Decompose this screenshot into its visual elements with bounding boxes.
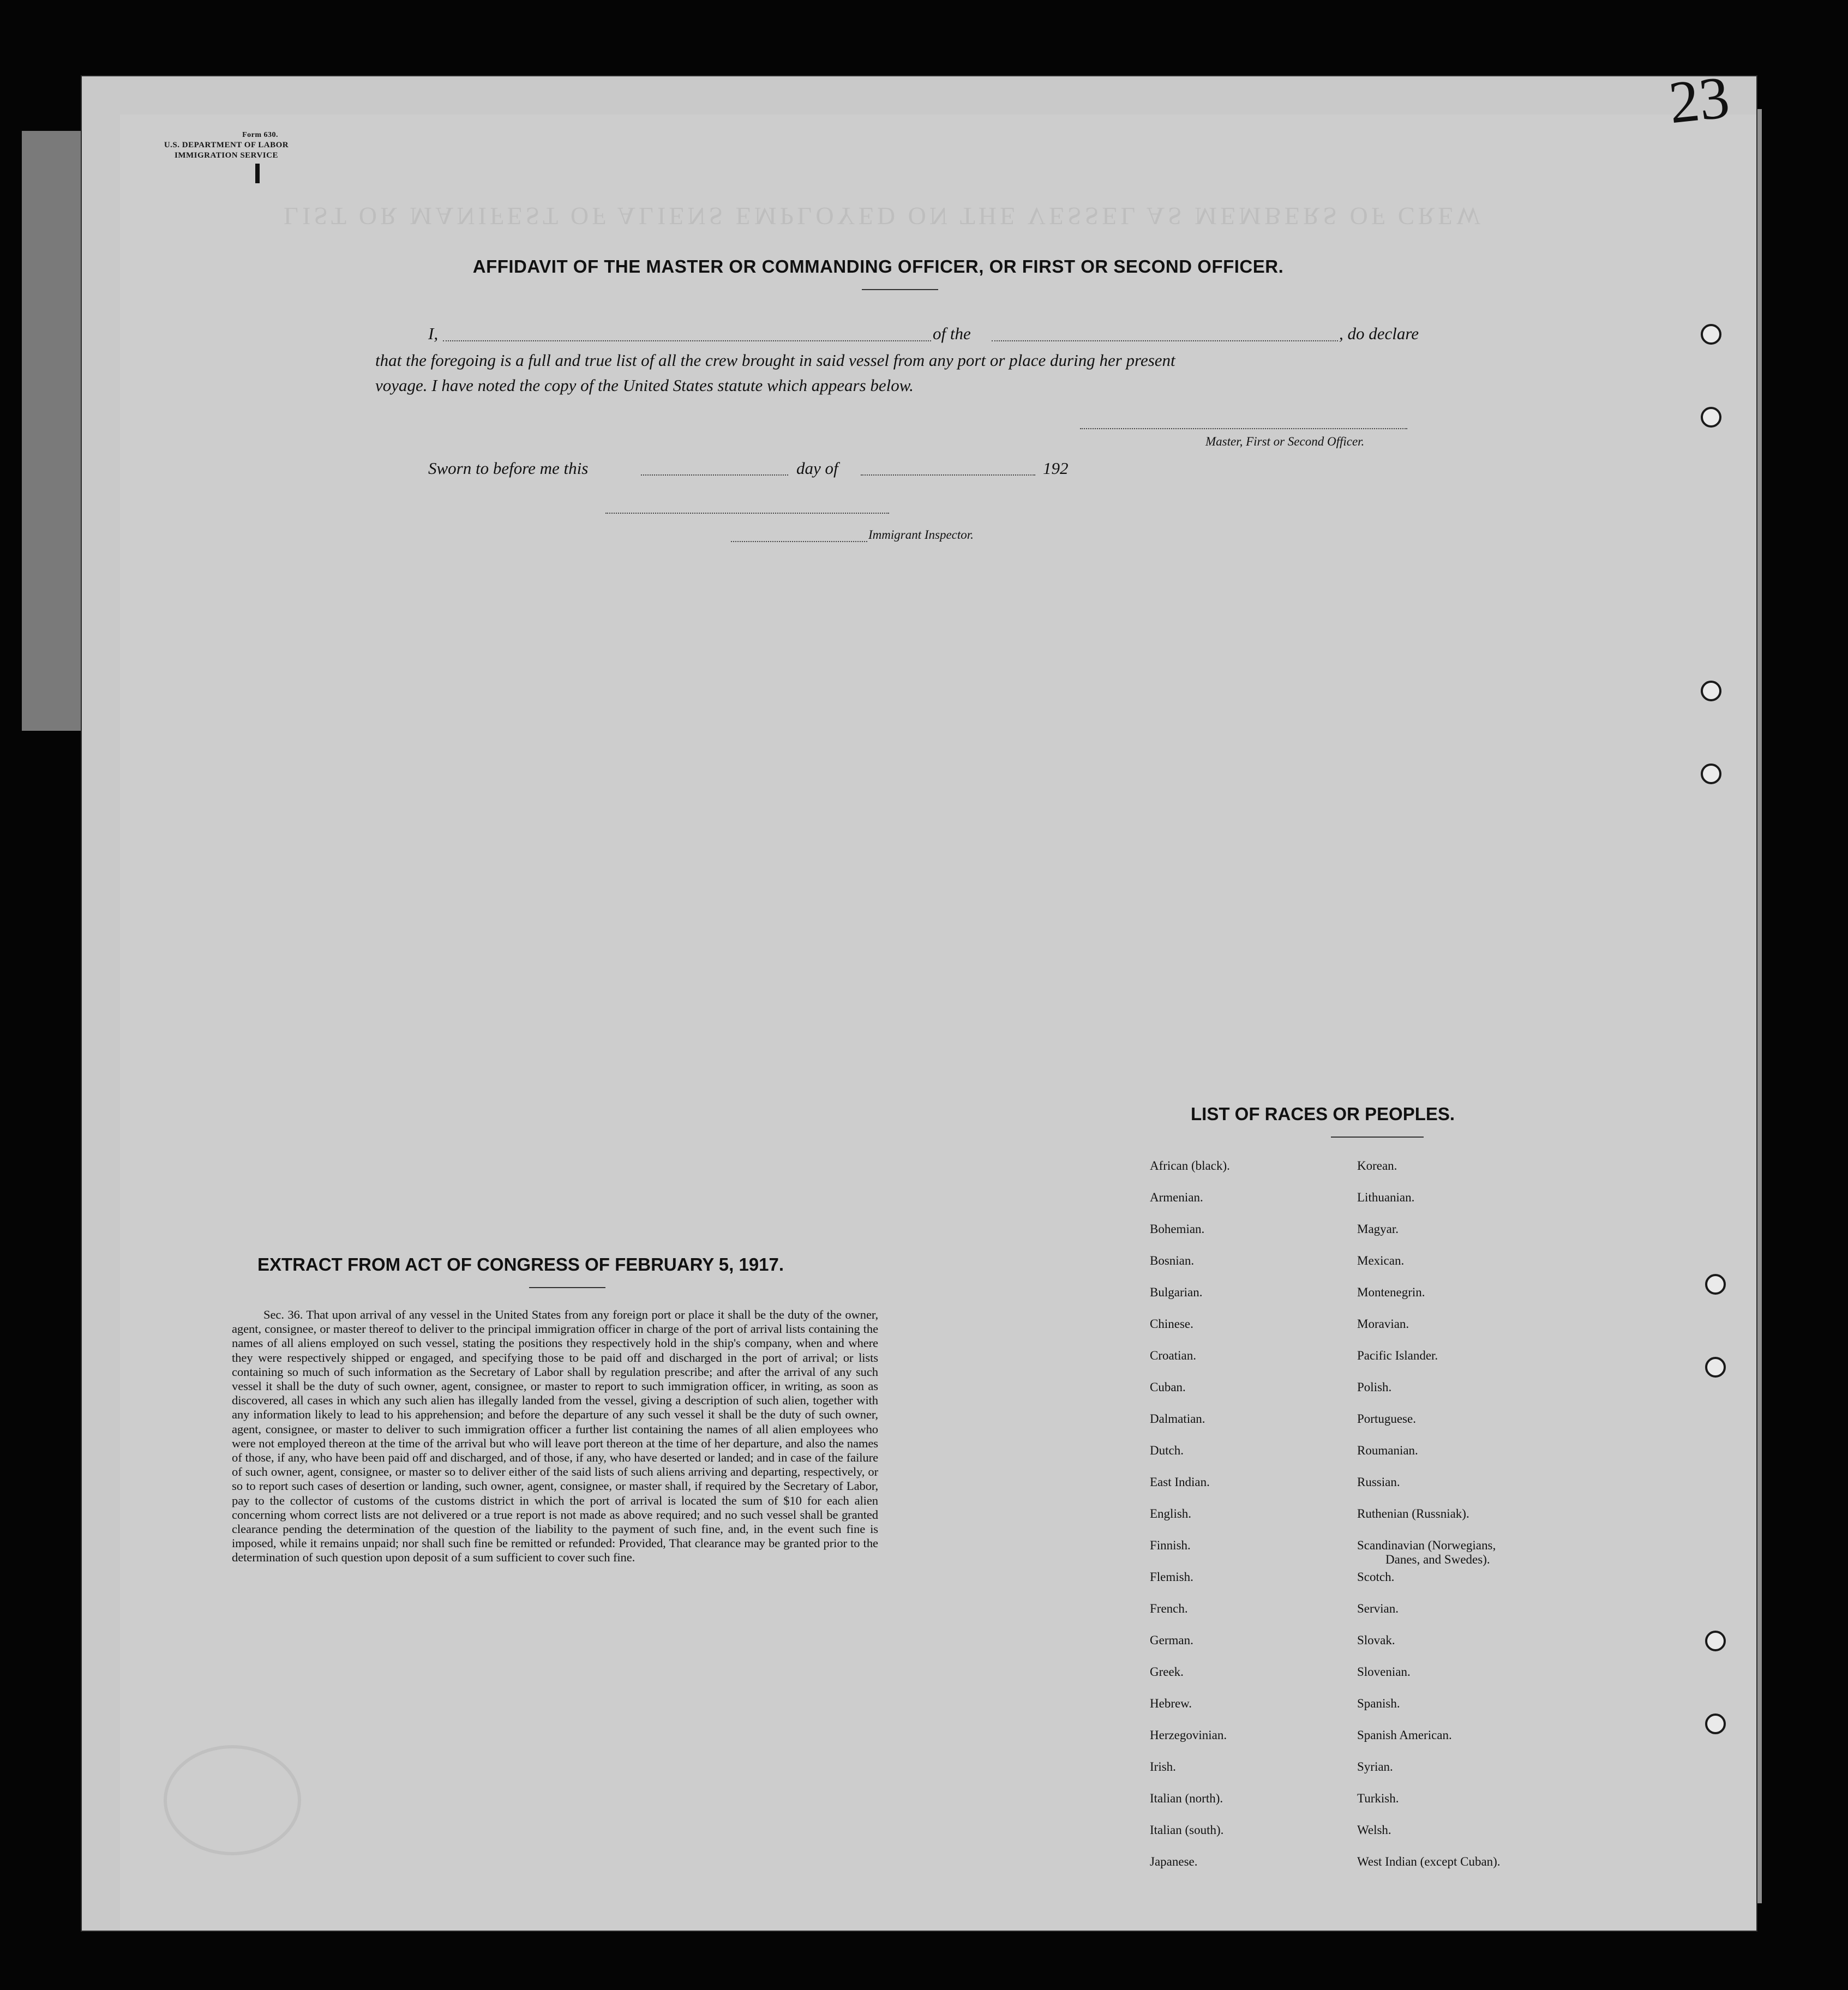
service-name: IMMIGRATION SERVICE <box>175 151 278 160</box>
sworn-day-of: day of <box>796 459 838 478</box>
race-item: Russian. <box>1357 1475 1400 1489</box>
race-item: Scotch. <box>1357 1570 1395 1584</box>
race-item: English. <box>1150 1507 1192 1520</box>
title-underline <box>862 289 938 290</box>
sworn-year: 192 <box>1043 459 1069 478</box>
race-item: Slovenian. <box>1357 1665 1411 1679</box>
race-item: Pacific Islander. <box>1357 1349 1438 1362</box>
inspector-label: Immigrant Inspector. <box>868 528 974 542</box>
binder-hole <box>1705 1714 1726 1734</box>
race-item: Cuban. <box>1150 1380 1186 1394</box>
race-item: Japanese. <box>1150 1855 1198 1868</box>
race-item: Portuguese. <box>1357 1412 1416 1426</box>
name-blank[interactable] <box>443 340 931 341</box>
statute-text: Sec. 36. That upon arrival of any vessel in the United States from any foreign port or place it shall be the duty of the owner, agent, consignee, or master thereof to deliver to the principal immigration officer in charge of the port of arrival lists containing the names of all aliens employed on such vessel, stating the positions they respectively hold in the ship's company, when and where they were respectively shipped or engaged, and specifying those to be paid off and discharged in the port of arrival; or lists containing so much of such information as the Secretary of Labor shall by regulation prescribe; and after the arrival of any such vessel it shall be the duty of such owner, agent, consignee, or master to report to such immigration officer, in writing, as soon as discovered, all cases in which any such alien has illegally landed from the vessel, giving a description of such alien, together with any information likely to lead to his apprehension; and before the departure of any such vessel it shall be the duty of such owner, agent, consignee, or master to deliver to such immigration officer a further list containing the names of all alien employees who were not employed thereon at the time of the arrival but who will leave port thereon at the time of her departure, and also the names of those, if any, who have been paid off and discharged, and of those, if any, who have deserted or landed; and in case of the failure of such owner, agent, consignee, or master so to deliver either of the said lists of such aliens arriving and departing, respectively, or so to report such cases of desertion or landing, such owner, agent, consignee, or master shall, if required by the Secretary of Labor, pay to the collector of customs of the customs district in which the port of arrival is located the sum of $10 for each alien concerning whom correct lists are not delivered or a true report is not made as above required; and no such vessel shall be granted clearance pending the determination of the question of the liability to the payment of such fine, and, in the event such fine is imposed, while it remains unpaid; nor shall such fine be remitted or refunded: Provided, That clearance may be granted prior to the determination of such question upon deposit of a sum sufficient to cover such fine. <box>232 1308 878 1565</box>
race-item: Finnish. <box>1150 1538 1191 1552</box>
binder-hole <box>1705 1274 1726 1295</box>
race-item: Servian. <box>1357 1602 1399 1615</box>
race-item: Moravian. <box>1357 1317 1409 1331</box>
race-item: Korean. <box>1357 1159 1397 1173</box>
race-item: Armenian. <box>1150 1191 1203 1204</box>
extract-title: EXTRACT FROM ACT OF CONGRESS OF FEBRUARY 5, 1917. <box>257 1254 784 1274</box>
race-item: Slovak. <box>1357 1633 1395 1647</box>
declaration-start: I, <box>428 324 439 343</box>
race-item: Dalmatian. <box>1150 1412 1205 1426</box>
race-item: Italian (south). <box>1150 1823 1224 1837</box>
race-item: Herzegovinian. <box>1150 1728 1227 1742</box>
declaration-line-3: voyage. I have noted the copy of the United States statute which appears below. <box>375 376 914 395</box>
race-item: Polish. <box>1357 1380 1392 1394</box>
race-item: Flemish. <box>1150 1570 1193 1584</box>
race-item: African (black). <box>1150 1159 1230 1173</box>
race-item: Syrian. <box>1357 1760 1393 1773</box>
race-item: Ruthenian (Russniak). <box>1357 1507 1469 1520</box>
races-title-underline <box>1331 1137 1424 1138</box>
inspector-name-blank[interactable] <box>731 541 867 542</box>
inspector-signature-blank[interactable] <box>605 513 889 514</box>
race-item: Magyar. <box>1357 1222 1399 1236</box>
bleed-through-heading: LIST OR MANIFEST OF ALIENS EMPLOYED ON THE VESSEL AS MEMBERS OF CREW <box>284 202 1484 230</box>
race-item: Scandinavian (Norwegians, <box>1357 1538 1496 1552</box>
binder-hole <box>1701 324 1721 345</box>
race-item: Lithuanian. <box>1357 1191 1415 1204</box>
race-item: French. <box>1150 1602 1188 1615</box>
extract-title-underline <box>529 1287 605 1288</box>
race-item: Croatian. <box>1150 1349 1196 1362</box>
affidavit-title: AFFIDAVIT OF THE MASTER OR COMMANDING OFFICER, OR FIRST OR SECOND OFFICER. <box>472 256 1284 276</box>
sworn-day-blank[interactable] <box>641 474 788 476</box>
declaration-end: , do declare <box>1339 324 1419 343</box>
race-item: Irish. <box>1150 1760 1176 1773</box>
races-right-column <box>1357 1159 1586 1868</box>
declaration-mid: of the <box>933 324 971 343</box>
races-title: LIST OF RACES OR PEOPLES. <box>1191 1104 1455 1124</box>
race-item: Bohemian. <box>1150 1222 1205 1236</box>
signature-label: Master, First or Second Officer. <box>1205 435 1365 448</box>
signature-blank[interactable] <box>1080 428 1407 429</box>
form-number: Form 630. <box>242 131 278 139</box>
race-item: Spanish. <box>1357 1697 1400 1710</box>
race-item: Dutch. <box>1150 1444 1184 1457</box>
sworn-text: Sworn to before me this <box>428 459 589 478</box>
binder-hole <box>1701 681 1721 701</box>
binder-hole <box>1705 1631 1726 1651</box>
form-header <box>136 130 316 161</box>
race-item: Welsh. <box>1357 1823 1391 1837</box>
race-item: West Indian (except Cuban). <box>1357 1855 1501 1868</box>
race-item: Turkish. <box>1357 1791 1399 1805</box>
sworn-month-blank[interactable] <box>861 474 1035 476</box>
race-item: Spanish American. <box>1357 1728 1452 1742</box>
race-item: Montenegrin. <box>1357 1285 1425 1299</box>
declaration-line-2: that the foregoing is a full and true list of all the crew brought in said vessel from any port or place during her present <box>375 351 1175 370</box>
race-item: Roumanian. <box>1357 1444 1418 1457</box>
race-item: Mexican. <box>1357 1254 1405 1267</box>
page-number: 23 <box>1665 63 1733 136</box>
race-item: Bulgarian. <box>1150 1285 1203 1299</box>
race-item: German. <box>1150 1633 1193 1647</box>
binder-hole <box>1701 407 1721 428</box>
binder-hole <box>1701 763 1721 784</box>
race-item: Greek. <box>1150 1665 1184 1679</box>
race-item: Italian (north). <box>1150 1791 1223 1805</box>
races-left-column <box>1150 1159 1368 1868</box>
form-mark <box>255 164 260 183</box>
faint-stamp <box>164 1745 301 1855</box>
vessel-blank[interactable] <box>992 340 1338 341</box>
race-item: Danes, and Swedes). <box>1385 1553 1490 1566</box>
department-name: U.S. DEPARTMENT OF LABOR <box>164 141 289 149</box>
race-item: Hebrew. <box>1150 1697 1192 1710</box>
binder-hole <box>1705 1357 1726 1378</box>
race-item: Chinese. <box>1150 1317 1193 1331</box>
race-item: East Indian. <box>1150 1475 1210 1489</box>
race-item: Bosnian. <box>1150 1254 1195 1267</box>
